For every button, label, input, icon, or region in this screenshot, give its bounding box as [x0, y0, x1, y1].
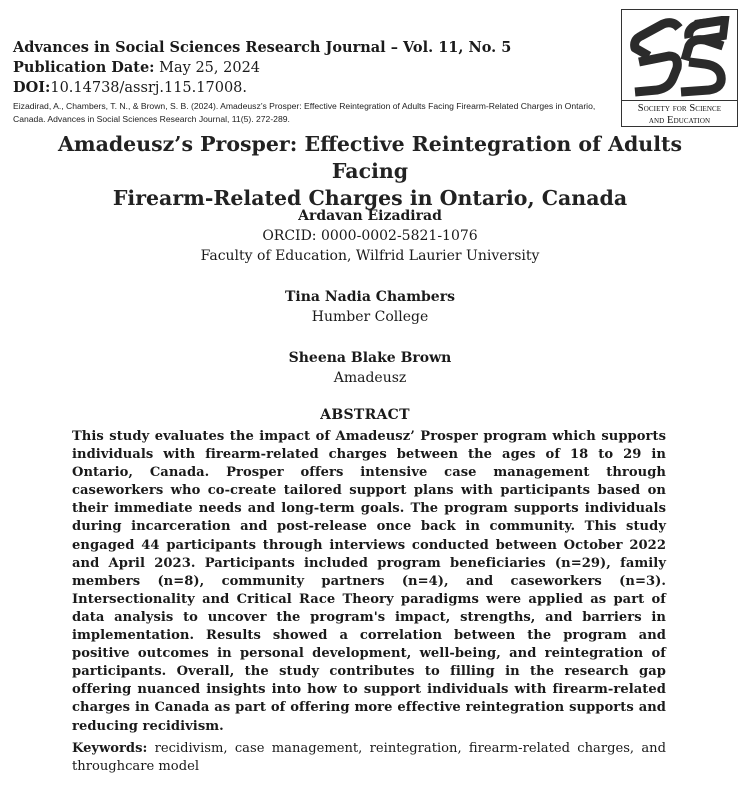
journal-title: Advances in Social Sciences Research Journal – Vol. 11, No. 5 — [13, 39, 512, 56]
author-2 — [0, 287, 740, 327]
author-affiliation: Faculty of Education, Wilfrid Laurier University — [200, 248, 540, 264]
abstract-heading: ABSTRACT — [320, 407, 410, 423]
sse-logo-icon — [629, 16, 731, 98]
author-name: Ardavan Eizadirad — [298, 208, 442, 224]
keywords-label: Keywords: — [72, 741, 148, 756]
author-name: Sheena Blake Brown — [288, 350, 452, 366]
logo-caption: Society for Science and Education — [622, 100, 737, 127]
keywords-text: recidivism, case management, reintegration, firearm-related charges, and throughcare model — [72, 741, 666, 775]
author-affiliation: Humber College — [311, 309, 429, 325]
author-orcid: ORCID: 0000-0002-5821-1076 — [262, 228, 478, 244]
paper-title: Amadeusz’s Prosper: Effective Reintegration of Adults Facing Firearm-Related Charges in Ontario, Canada — [57, 132, 683, 210]
society-logo — [621, 9, 738, 127]
author-3 — [0, 348, 740, 388]
author-name: Tina Nadia Chambers — [285, 289, 455, 305]
author-list — [0, 206, 740, 409]
citation: Eizadirad, A., Chambers, T. N., & Brown, S. B. (2024). Amadeusz’s Prosper: Effective Reintegration of Adults Facing Firearm-Related Charges in Ontario, Canada. Advances in Social Sciences Research Journal, 11(5). 272-289. — [13, 101, 596, 124]
publication-date: Publication Date: May 25, 2024 — [13, 59, 261, 76]
abstract-text: This study evaluates the impact of Amadeusz’ Prosper program which supports individuals with firearm-related charges between the ages of 18 to 29 in Ontario, Canada. Prosper offers intensive case management through caseworkers who co-create tailored support plans with participants based on their immediate needs and long-term goals. The program supports individuals during incarceration and post-release once back in community. This study engaged 44 participants through interviews conducted between October 2022 and April 2023. Participants included program beneficiaries (n=29), family members (n=8), community partners (n=4), and caseworkers (n=3). Intersectionality and Critical Race Theory paradigms were applied as part of data analysis to uncover the program's impact, strengths, and barriers in implementation. Results showed a correlation between the program and positive outcomes in personal development, well-being, and reintegration of participants. Overall, the study contributes to filling in the research gap offering nuanced insights into how to support individuals with firearm-related charges in Canada as part of offering more effective reintegration supports and reducing recidivism. — [72, 429, 666, 734]
keywords — [72, 740, 666, 776]
author-affiliation: Amadeusz — [333, 370, 407, 386]
journal-header — [13, 38, 613, 98]
doi: DOI:10.14738/assrj.115.17008. — [13, 79, 247, 96]
doi-link[interactable]: 10.14738/assrj.115.17008. — [50, 80, 247, 96]
author-1 — [0, 206, 740, 266]
